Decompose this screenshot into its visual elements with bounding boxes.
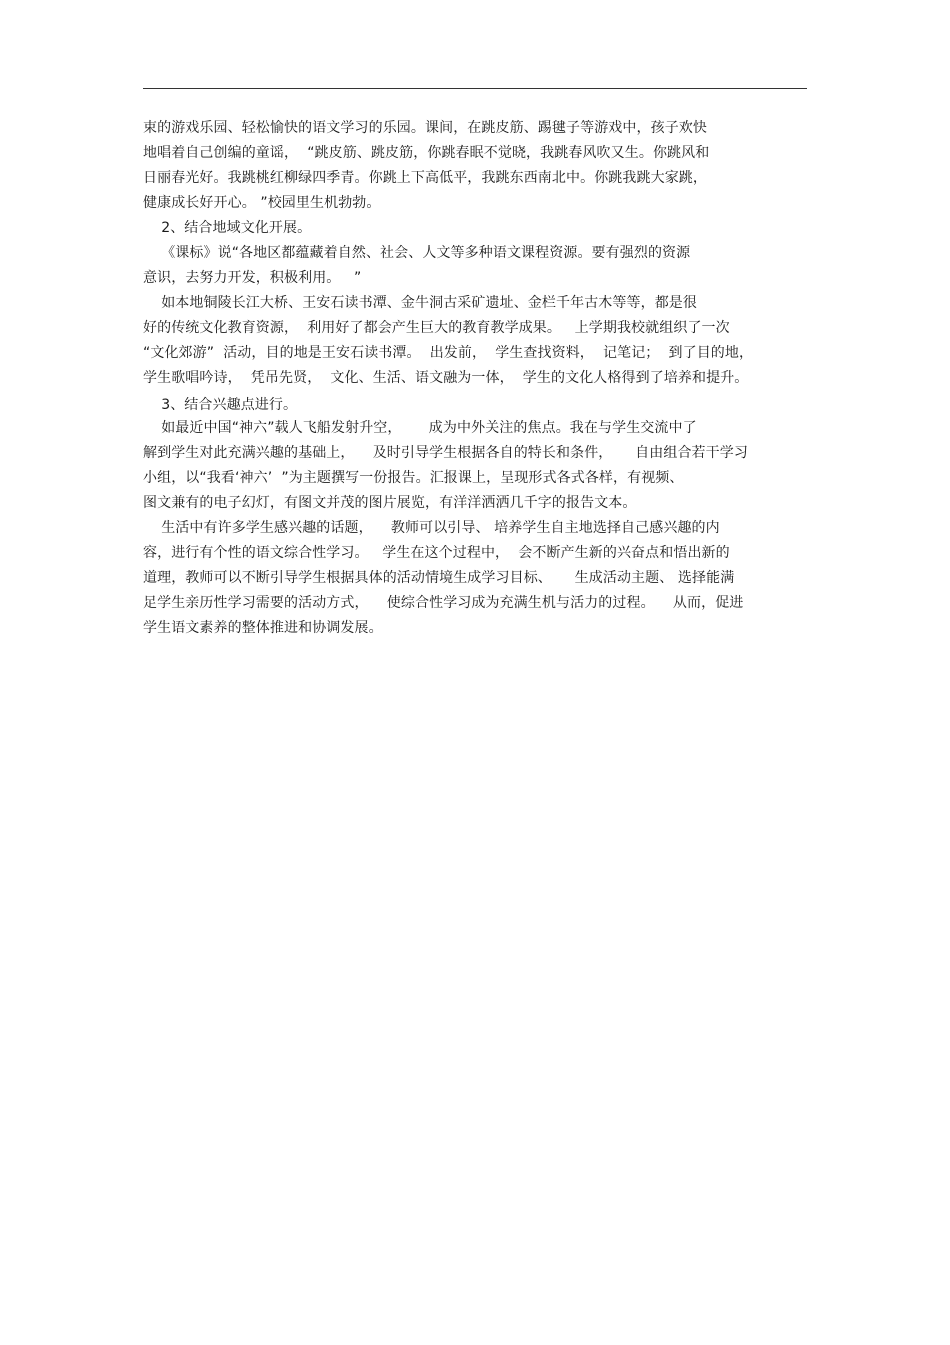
text-line: “文化郊游” 活动，目的地是王安石读书潭。 出发前， 学生查找资料， 记笔记； 到了目的地， [143,345,754,361]
text-line: 束的游戏乐园、轻松愉快的语文学习的乐园。课间，在跳皮筋、踢毽子等游戏中，孩子欢快 [143,120,707,136]
text-line: 地唱着自己创编的童谣， “跳皮筋、跳皮筋，你跳春眠不觉晓，我跳春风吹又生。你跳风和 [143,145,710,161]
text-line: 学生语文素养的整体推进和协调发展。 [143,620,383,636]
text-line: 日丽春光好。我跳桃红柳绿四季青。你跳上下高低平，我跳东西南北中。你跳我跳大家跳， [143,170,707,186]
text-line: 学生歌唱吟诗， 凭吊先贤， 文化、生活、语文融为一体， 学生的文化人格得到了培养和提升。 [143,370,749,386]
text-line: 《课标》说“各地区都蕴藏着自然、社会、人文等多种语文课程资源。要有强烈的资源 [143,245,691,261]
text-line: 如本地铜陵长江大桥、王安石读书潭、金牛洞古采矿遗址、金栏千年古木等等，都是很 [143,295,697,311]
section-heading: 3、结合兴趣点进行。 [143,397,298,413]
text-line: 小组，以“我看‘神六’ ”为主题撰写一份报告。汇报课上，呈现形式各式各样，有视频、 [143,470,684,486]
text-line: 意识，去努力开发，积极利用。 ” [143,270,362,286]
text-line: 健康成长好开心。 ”校园里生机勃勃。 [143,195,381,211]
text-line: 如最近中国“神六”载人飞船发射升空， 成为中外关注的焦点。我在与学生交流中了 [143,420,697,436]
text-line: 足学生亲历性学习需要的活动方式， 使综合性学习成为充满生机与活力的过程。 从而，促进 [143,595,744,611]
text-line: 道理，教师可以不断引导学生根据具体的活动情境生成学习目标、 生成活动主题、 选择能满 [143,570,735,586]
text-line: 容，进行有个性的语文综合性学习。 学生在这个过程中， 会不断产生新的兴奋点和悟出新的 [143,545,730,561]
text-line: 图文兼有的电子幻灯，有图文并茂的图片展览，有洋洋洒洒几千字的报告文本。 [143,495,637,511]
header-rule [143,88,807,89]
text-line: 生活中有许多学生感兴趣的话题， 教师可以引导、 培养学生自主地选择自己感兴趣的内 [143,520,720,536]
text-line: 好的传统文化教育资源， 利用好了都会产生巨大的教育教学成果。 上学期我校就组织了一次 [143,320,730,336]
section-heading: 2、结合地域文化开展。 [143,220,312,236]
text-line: 解到学生对此充满兴趣的基础上， 及时引导学生根据各自的特长和条件， 自由组合若干学习 [143,445,748,461]
